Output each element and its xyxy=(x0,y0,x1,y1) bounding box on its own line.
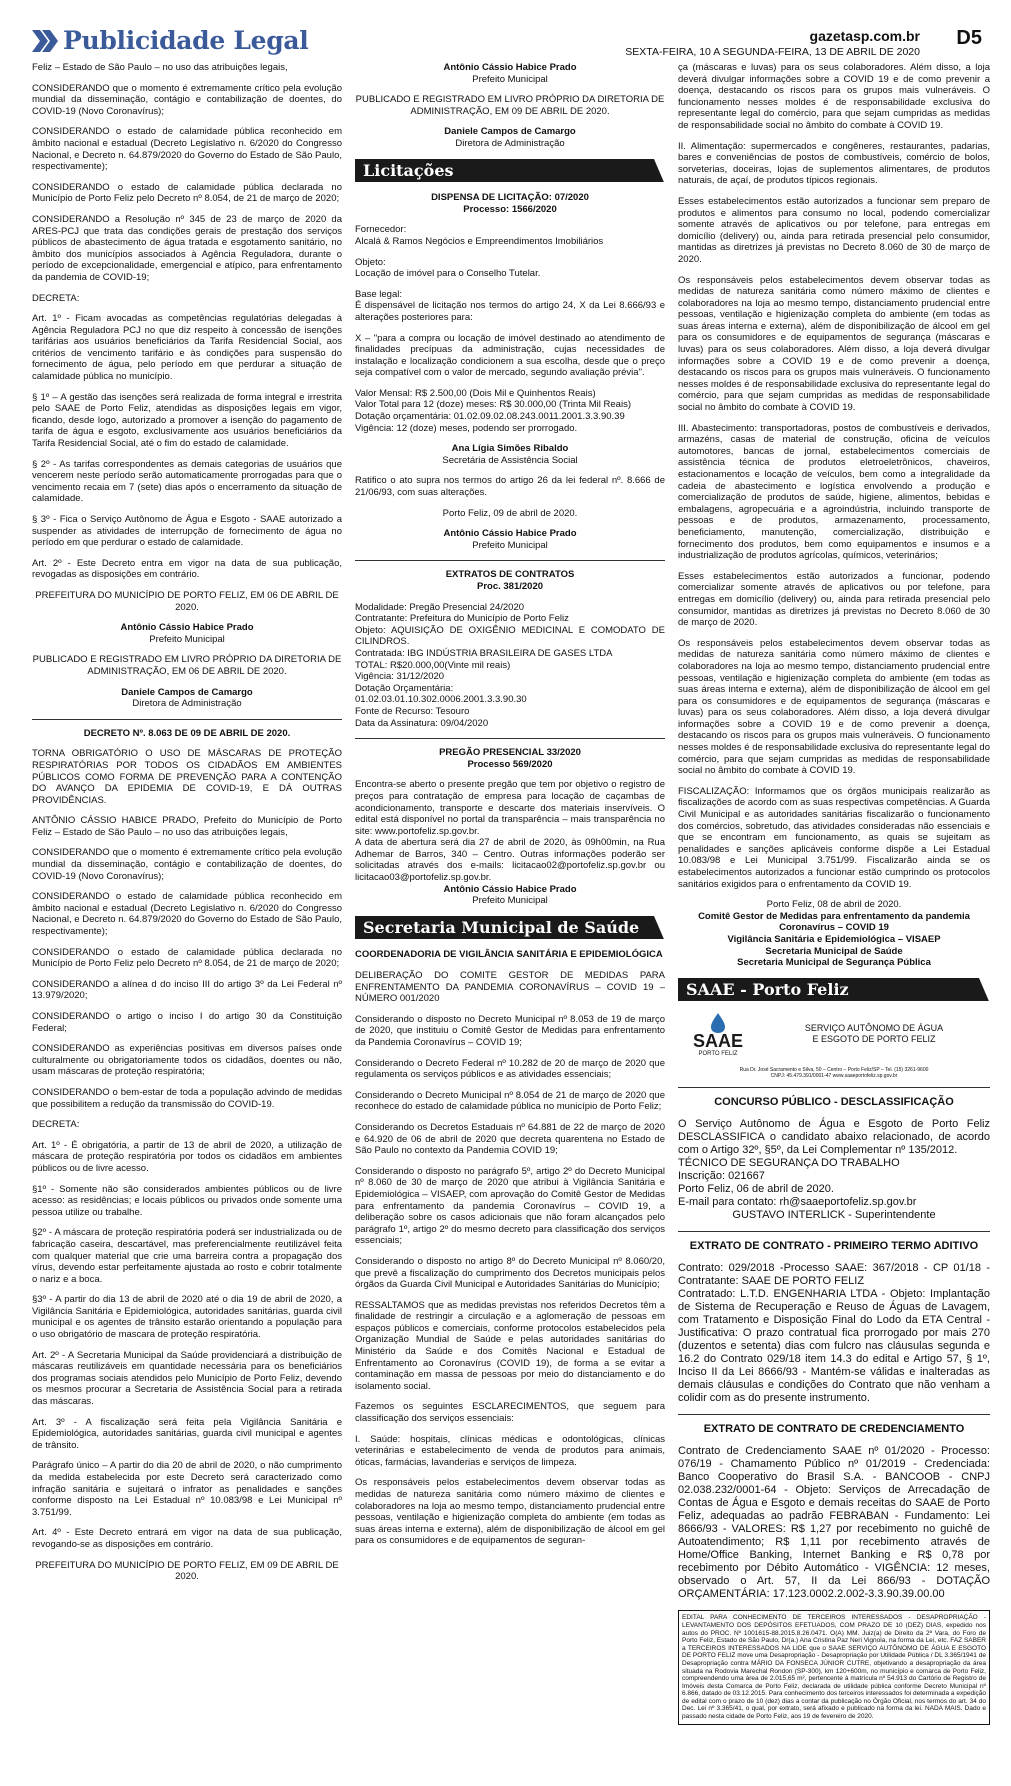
paragraph: GUSTAVO INTERLICK - Superintendente xyxy=(732,1209,936,1222)
paragraph: Porto Feliz, 09 de abril de 2020. xyxy=(442,507,578,519)
paragraph: TOTAL: R$20.000,00(Vinte mil reais) xyxy=(355,659,511,671)
paragraph: TÉCNICO DE SEGURANÇA DO TRABALHO xyxy=(678,1157,900,1170)
paragraph: CONSIDERANDO a Resolução nº 345 de 23 de março de 2020 da ARES-PCJ que trata das condições gerais de prestação dos serviços públicos de abastecimento de água tratada e esgotamento sanitário, no âmbito dos municípios associados à Agência Reguladora, durante o período de excepcionalidade, emergencial e atípico, para enfrentamento da pandemia de COVID-19; xyxy=(32,213,342,283)
page-header xyxy=(32,26,982,62)
logo-text: SAAE xyxy=(692,1031,744,1052)
paragraph: Modalidade: Pregão Presencial 24/2020 xyxy=(355,601,525,613)
paragraph: E-mail para contato: rh@saaeportofeliz.sp.gov.br xyxy=(678,1196,917,1209)
divider xyxy=(355,560,665,561)
paragraph: Locação de imóvel para o Conselho Tutelar. xyxy=(355,268,541,280)
signature xyxy=(355,528,665,551)
paragraph: Dotação Orçamentária: xyxy=(355,682,454,694)
paragraph: Data da Assinatura: 09/04/2020 xyxy=(355,717,489,729)
edital-box: EDITAL PARA CONHECIMENTO DE TERCEIROS INTERESSADOS - DESAPROPRIAÇÃO - LEVANTAMENTO DOS DEPÓSITOS EFETUADOS, COM PRAZO DE 10 (DEZ) DIAS, expedido nos autos do PROC. Nº 1001615-88.2015.8.26.0471. O(A) MM. Juiz(a) de Direito da 2ª Vara, do Foro de Porto Feliz, Estado de São Paulo, Dr(a.) Ana Cristina Paz Neri Vignola, na forma da Lei, etc. FAZ SABER a TERCEIROS INTERESSADOS NA LIDE que o SAAE SERVIÇO AUTÔNOMO DE ÁGUA E ESGOTO DE PORTO FELIZ move uma Desapropriação - Desapropriação por Utilidade Pública / DL 3.365/1941 de Desapropriação contra MÁRIO DA FONSECA JÚNIOR CUTRE, objetivando a desapropriação da área situada na Rodovia Marechal Rondon (SP-300), km 120+600m, no município e comarca de Porto Feliz, compreendendo uma área de 2.015,65 m², pertencente à matrícula nº 54.913 do Cartório de Registro de Imóveis desta Comarca de Porto Feliz, declarada de utilidade pública conforme Decreto Municipal nº 6.866, datado de 03.12.2015. Para conhecimento dos terceiros interessados foi determinada a expedição de edital com o prazo de 10 (dez) dias a contar da publicação no Órgão Oficial, nos termos do art. 34 do Dec. Lei nº 3.365/41, o qual, por extrato, será afixado e publicado na forma da lei. NADA MAIS. Dado e passado nesta cidade de Porto Feliz, aos 19 de fevereiro de 2020. xyxy=(678,1610,990,1724)
paragraph: Os responsáveis pelos estabelecimentos devem observar todas as medidas de natureza sanitária como número máximo de clientes e colaboradores na loja ao mesmo tempo, distanciamento prudencial entre pessoas, ventilação e higienização completa do ambiente (em todas as suas áreas interna e externa), além de disponibilização de álcool em gel para os consumidores e de equipamentos de segurança (máscaras e luvas) para os seus colaboradores. Além disso, a loja deverá divulgar informações sobre a COVID 19 e de como prevenir a doença, destacando os riscos para os grupos mais vulneráveis. O funcionamento nesses moldes é de responsabilidade exclusiva do representante legal do comércio, para que sejam cumpridas as medidas de responsabilidade social no âmbito do combate à COVID 19. xyxy=(678,274,990,414)
saae-name xyxy=(758,1023,990,1045)
paragraph: Os responsáveis pelos estabelecimentos devem observar todas as medidas de natureza sanitária como número máximo de clientes e colaboradores na loja ao mesmo tempo, distanciamento prudencial entre pessoas, ventilação e higienização completa do ambiente (em todas as suas áreas interna e externa), além de disponibilização de álcool em gel para os consumidores e de equipamentos de seguran- xyxy=(355,1477,665,1547)
paragraph: RESSALTAMOS que as medidas previstas nos referidos Decretos têm a finalidade de restringir a circulação e a aglomeração de pessoas em espaços públicos e comerciais, conforme protocolos estabelecidos pela Organização Mundial de Saúde e pelas autoridades sanitárias do Ministério da Saúde e dos Comitês Nacional e Estadual de Enfrentamento ao Coronavírus (COVID 19), de forma a se evitar a contaminação em massa de pessoas por meio do distanciamento e do isolamento social. xyxy=(355,1299,665,1392)
paragraph: CONSIDERANDO que o momento é extremamente crítico pela evolução mundial da disseminação, contágio e contabilização de doentes, do COVID-19 (Novo Coronavírus); xyxy=(32,82,342,117)
paragraph: A data de abertura será dia 27 de abril de 2020, às 09h00min, na Rua Adhemar de Barros, 340 – Centro. Outras informações poderão ser solicitadas através dos e-mails: licitacao02@portofeliz.sp.gov.br ou licitacao03@portofeliz.sp.gov.br. xyxy=(355,837,665,884)
paragraph: Comitê Gestor de Medidas para enfrentamento da pandemia Coronavírus – COVID 19 xyxy=(698,910,970,934)
signature xyxy=(32,687,342,710)
page-number: D5 xyxy=(956,27,982,49)
paragraph: Considerando o Decreto Federal nº 10.282 de 20 de março de 2020 que regulamenta os serviços públicos e as atividades essenciais; xyxy=(355,1057,665,1081)
saae-logo-icon xyxy=(678,1011,758,1057)
paragraph: O Serviço Autônomo de Água e Esgoto de Porto Feliz DESCLASSIFICA o candidato abaixo relacionado, de acordo com o Artigo 32º, §5º, da Lei Complementar nº 135/2012. xyxy=(678,1118,990,1157)
paragraph: Objeto: AQUISIÇÃO DE OXIGÊNIO MEDICINAL E COMODATO DE CILINDROS. xyxy=(355,624,665,648)
paragraph: §2º - A máscara de proteção respiratória poderá ser industrializada ou de fabricação caseira, descartável, mas preferencialmente reutilizável feita com qualquer material que crie uma barreira contra a propagação dos vírus, devendo estar perfeitamente ajustada ao rosto e cobrir totalmente o nariz e a boca. xyxy=(32,1227,342,1285)
paragraph: Inscrição: 021667 xyxy=(678,1170,765,1183)
paragraph: DELIBERAÇÃO DO COMITE GESTOR DE MEDIDAS PARA ENFRENTAMENTO DA PANDEMIA CORONAVÍRUS – COVID 19 – NÚMERO 001/2020 xyxy=(355,970,665,1005)
paragraph: Contratado: L.T.D. ENGENHARIA LTDA - Objeto: Implantação de Sistema de Recuperação e Reuso de Águas de Lavagem, com Tratamento e Disposição Final do Lodo da ETA Central - Justificativa: O prazo contratual fica prorrogado por mais 270 (duzentos e setenta) dias com fulcro nas cláusulas segunda e 16.2 do Contrato 029/18 item 14.3 do edital e Artigo 57, § 1º, Inciso II da Lei 8666/93 - Mantém-se válidas e inalteradas as demais cláusulas e condições do Contrato que não venham a colidir com as do presente instrumento. xyxy=(678,1288,990,1405)
divider xyxy=(678,1087,990,1088)
divider xyxy=(32,719,342,720)
paragraph: Ratifico o ato supra nos termos do artigo 26 da lei federal nº. 8.666 de 21/06/93, com suas alterações. xyxy=(355,475,665,499)
paragraph: PUBLICADO E REGISTRADO EM LIVRO PRÓPRIO DA DIRETORIA DE ADMINISTRAÇÃO, EM 06 DE ABRIL DE 2020. xyxy=(32,654,342,677)
paragraph: Base legal: xyxy=(355,288,403,300)
signature xyxy=(355,884,665,907)
paragraph: ça (máscaras e luvas) para os seus colaboradores. Além disso, a loja deverá divulgar informações sobre a COVID 19 e de como prevenir a doença, destacando os riscos para os grupos mais vulneráveis. O funcionamento nesses moldes é de responsabilidade exclusiva do representante legal do comércio, para que sejam cumpridas as medidas de responsabilidade social no âmbito do combate à COVID 19. xyxy=(678,62,990,131)
saae-name-line: E ESGOTO DE PORTO FELIZ xyxy=(812,1034,936,1045)
paragraph: PREFEITURA DO MUNICÍPIO DE PORTO FELIZ, EM 06 DE ABRIL DE 2020. xyxy=(35,589,339,613)
paragraph: CONSIDERANDO o estado de calamidade pública declarada no Município de Porto Feliz pelo Decreto nº 8.054, de 21 de março de 2020; xyxy=(32,946,342,970)
paragraph: Vigilância Sanitária e Epidemiológica – VISAEP xyxy=(727,933,941,945)
paragraph: Objeto: xyxy=(355,256,386,268)
paragraph: CONSIDERANDO o bem-estar de toda a população advindo de medidas que possibilitem a redução da transmissão do COVID-19. xyxy=(32,1086,342,1110)
paragraph: CONSIDERANDO o estado de calamidade pública reconhecido em âmbito nacional e estadual (Decreto Legislativo n. 6/2020 do Congresso Nacional, e Decreto n. 64.879/2020 do Governo do Estado de São Paulo, respectivamente); xyxy=(32,891,342,938)
signer-name: Daniele Campos de Camargo xyxy=(444,126,576,138)
divider xyxy=(678,1231,990,1232)
section-header-licitacoes: Licitações xyxy=(355,159,665,183)
paragraph: § 1º – A gestão das isenções será realizada de forma integral e irrestrita pelo SAAE de Porto Feliz, atendidas as disposições legais em vigor, ficando, desde logo, autorizado a promover a isenção do pagamento de tarifa de água e esgoto, exclusivamente aos usuários beneficiários da Tarifa Residencial Social, até o fim do estado de calamidade. xyxy=(32,391,342,450)
heading: Processo: 1566/2020 xyxy=(463,203,557,215)
issue-date: SEXTA-FEIRA, 10 A SEGUNDA-FEIRA, 13 DE ABRIL DE 2020 xyxy=(625,46,920,58)
paragraph: Art. 2º - A Secretaria Municipal da Saúde providenciará a distribuição de máscaras reutilizáveis em quantidade necessária para os beneficiários dos programas sociais atendidos pelo Município de Porto Feliz, devendo os mesmos procurar a Secretaria de Assistência Social para a retirada das máscaras. xyxy=(32,1349,342,1408)
signature xyxy=(32,622,342,645)
paragraph: Os responsáveis pelos estabelecimentos devem observar todas as medidas de natureza sanitária como número máximo de clientes e colaboradores na loja ao mesmo tempo, distanciamento prudencial entre pessoas, ventilação e higienização completa do ambiente (em todas as suas áreas interna e externa), além de disponibilização de álcool em gel para os consumidores e de equipamentos de segurança (máscaras e luvas) para os seus colaboradores. Além disso, a loja deverá divulgar informações sobre a COVID 19 e de como prevenir a doença, destacando os riscos para os grupos mais vulneráveis. O funcionamento nesses moldes é de responsabilidade exclusiva do representante legal do comércio, para que sejam cumpridas as medidas de responsabilidade social no âmbito do combate à COVID 19. xyxy=(678,637,990,777)
paragraph: III. Abastecimento: transportadoras, postos de combustíveis e derivados, armazéns, casas de material de construção, oficina de veículos automotores, bancas de jornal, estabelecimentos comerciais de assistência técnica de produtos eletroeletrônicos, chaveiros, estacionamentos e locação de veículos, bem como a integralidade da cadeia de abastecimento e logística envolvendo a produção e comercialização de produtos de saúde, higiene, alimentos, bebidas e embalagens, agropecuária e a agroindústria, incluindo transporte de pessoas e de produtos, armazenamento, processamento, beneficiamento, manutenção, comercialização, distribuição e fornecimento dos produtos, bem como equipamentos e insumos e a industrialização de produtos agrícolas, químicos, veterinários; xyxy=(678,422,990,562)
signer-name: Antônio Cássio Habice Prado xyxy=(443,62,577,73)
paragraph: Considerando o disposto no artigo 8º do Decreto Municipal nº 8.060/20, que prevê a fiscalização do cumprimento dos Decretos municipais pelos órgãos da Guarda Civil Municipal e Autoridades Sanitárias do Município; xyxy=(355,1255,665,1291)
paragraph: Fornecedor: xyxy=(355,224,407,236)
heading: EXTRATOS DE CONTRATOS xyxy=(445,569,575,581)
paragraph: Alcalá & Ramos Negócios e Empreendimentos Imobiliários xyxy=(355,235,604,247)
paragraph: Valor Total para 12 (doze) meses: R$ 30.000,00 (Trinta Mil Reais) xyxy=(355,399,631,411)
saae-cnpj: CNPJ: 45.479.391/0001-47 www.saaeportofeliz.sp.gov.br xyxy=(770,1073,898,1080)
signer-name: Daniele Campos de Camargo xyxy=(121,686,253,698)
paragraph: II. Alimentação: supermercados e congêneres, restaurantes, padarias, bares e conveniências de postos de combustíveis, comércio de bolos, sorveterias, doceiras, lojas de suplementos alimentares, de produtos naturais, de açaí, de produtos típicos regionais. xyxy=(678,140,990,187)
section-title: Publicidade Legal xyxy=(63,26,309,55)
paragraph: Considerando o Decreto Municipal nº 8.054 de 21 de março de 2020 que reconhece do estado de calamidade pública no município de Porto Feliz; xyxy=(355,1089,665,1113)
paragraph: Parágrafo único – A partir do dia 20 de abril de 2020, o não cumprimento da medida estabelecida por este Decreto será caracterizado como infração sanitária e sujeitará o infrator as penalidades e sanções conforme disposto na Lei Estadual nº 10.083/98 e Lei Municipal nº 3.751/99. xyxy=(32,1460,342,1518)
paragraph: Porto Feliz, 08 de abril de 2020. xyxy=(766,899,902,911)
paragraph: CONSIDERANDO que o momento é extremamente crítico pela evolução mundial da disseminação, contágio e contabilização de doentes, do COVID-19 (Novo Coronavírus); xyxy=(32,847,342,882)
paragraph: 01.02.03.01.10.302.0006.2001.3.3.90.30 xyxy=(355,694,527,706)
paragraph: CONSIDERANDO o artigo o inciso I do artigo 30 da Constituição Federal; xyxy=(32,1011,342,1034)
paragraph: Secretaria Municipal de Saúde xyxy=(765,945,903,957)
paragraph: Fonte de Recurso: Tesouro xyxy=(355,705,470,717)
paragraph: Fazemos os seguintes ESCLARECIMENTOS, que seguem para classificação dos serviços essenciais: xyxy=(355,1401,665,1425)
paragraph: ANTÔNIO CÁSSIO HABICE PRADO, Prefeito do Município de Porto Feliz – Estado de São Paulo – no uso das atribuições legais, xyxy=(32,815,342,838)
decree-title: DECRETO Nº. 8.063 DE 09 DE ABRIL DE 2020. xyxy=(83,727,291,739)
paragraph: PUBLICADO E REGISTRADO EM LIVRO PRÓPRIO DA DIRETORIA DE ADMINISTRAÇÃO, EM 09 DE ABRIL DE 2020. xyxy=(355,94,665,117)
paragraph: Esses estabelecimentos estão autorizados a funcionar sem preparo de produtos e alimentos para consumo no local, podendo comercializar somente através de aplicativos ou por telefone, para entregas em domicílio (delivery) ou, ainda para retirada presencial pelo consumidor, mantidas as diretrizes já previstas no Decreto 8.060 de 30 de março de 2020. xyxy=(678,195,990,265)
section-header-saude: Secretaria Municipal de Saúde xyxy=(355,916,665,940)
paragraph: DECRETA: xyxy=(32,292,80,304)
signature xyxy=(355,443,665,466)
heading: EXTRATO DE CONTRATO - PRIMEIRO TERMO ADITIVO xyxy=(689,1240,979,1253)
section-header-saae: SAAE - Porto Feliz xyxy=(678,978,990,1002)
heading: DISPENSA DE LICITAÇÃO: 07/2020 xyxy=(431,192,589,204)
paragraph: CONSIDERANDO as experiências positivas em diversos países onde culturalmente ou obrigatoriamente todos os cidadãos, doentes ou não, usam máscaras de proteção respiratória; xyxy=(32,1043,342,1078)
paragraph: CONSIDERANDO o estado de calamidade pública reconhecido em âmbito nacional e estadual (Decreto Legislativo n. 6/2020 do Congresso Nacional, e Decreto n. 64.879/2020 do Governo do Estado de São Paulo, respectivamente); xyxy=(32,126,342,173)
heading: PREGÃO PRESENCIAL 33/2020 xyxy=(439,747,581,759)
paragraph: CONSIDERANDO a alínea d do inciso III do artigo 3º da Lei Federal nº 13.979/2020; xyxy=(32,978,342,1002)
paragraph: Art. 3º - A fiscalização será feita pela Vigilância Sanitária e Epidemiológica, autoridades sanitárias, guarda civil municipal e agentes de trânsito. xyxy=(32,1416,342,1451)
paragraph: Art. 4º - Este Decreto entrará em vigor na data de sua publicação, revogando-se as disposições em contrário. xyxy=(32,1527,342,1550)
paragraph: § 2º - As tarifas correspondentes as demais categorias de usuários que vencerem neste período serão automaticamente prorrogadas para que o vencimento recaia em 7 (sete) dias após o encerramento da situação de calamidade. xyxy=(32,458,342,505)
paragraph: PREFEITURA DO MUNICÍPIO DE PORTO FELIZ, EM 09 DE ABRIL DE 2020. xyxy=(35,1559,339,1583)
column-3 xyxy=(678,62,990,1766)
column-1 xyxy=(32,62,342,1766)
signer-name: Ana Lígia Simões Ribaldo xyxy=(451,443,569,455)
paragraph: §3º - A partir do dia 13 de abril de 2020 até o dia 19 de abril de 2020, a Vigilância Sanitária e Epidemiológica, autoridades sanitárias, guarda civil municipal e os agentes de trânsito estarão orientando a população para o uso obrigatório de mascara de proteção respiratória. xyxy=(32,1294,342,1341)
paragraph: X – "para a compra ou locação de imóvel destinado ao atendimento de finalidades precípuas da administração, cujas necessidades de instalação e localização condicionem a sua escolha, desde que o preço seja compatível com o valor de mercado, segundo avaliação prévia". xyxy=(355,332,665,379)
double-chevron-icon xyxy=(32,30,46,52)
signer-title: Prefeito Municipal xyxy=(472,539,548,551)
signer-title: Diretora de Administração xyxy=(132,698,242,710)
paragraph: Considerando o disposto no parágrafo 5º, artigo 2º do Decreto Municipal nº 8.060 de 30 de março de 2020 que atribui à Vigilância Sanitária e Epidemiológica – VISAEP, com aprovação do Comitê Gestor de Medidas para enfrentamento da pandemia Coronavírus – COVID 19, a deliberação sobre os casos adicionais que não foram alcançados pelo parágrafo 1º, artigo 2º do mesmo decreto para classificação dos serviços essenciais; xyxy=(355,1165,665,1247)
paragraph: Contratada: IBG INDÚSTRIA BRASILEIRA DE GASES LTDA xyxy=(355,647,613,659)
paragraph: Vigência: 12 (doze) meses, podendo ser prorrogado. xyxy=(355,422,578,434)
signer-title: Secretária de Assistência Social xyxy=(442,454,578,466)
signer-title: Prefeito Municipal xyxy=(149,633,225,645)
saae-name-line: SERVIÇO AUTÔNOMO DE ÁGUA xyxy=(804,1023,944,1034)
signer-name: Antônio Cássio Habice Prado xyxy=(443,528,577,540)
paragraph: §1º - Somente não são considerados ambientes públicos ou de livre acesso: as residências; e locais públicos ou privados onde somente uma pessoa utilize ou trabalhe. xyxy=(32,1183,342,1218)
paragraph: Feliz – Estado de São Paulo – no uso das atribuições legais, xyxy=(32,62,288,73)
signature xyxy=(355,126,665,149)
signer-name: Antônio Cássio Habice Prado xyxy=(120,622,254,634)
paragraph: CONSIDERANDO o estado de calamidade pública declarada no Município de Porto Feliz pelo Decreto nº 8.054, de 21 de março de 2020; xyxy=(32,181,342,205)
paragraph: Vigência: 31/12/2020 xyxy=(355,671,445,683)
divider xyxy=(678,1414,990,1415)
paragraph: Encontra-se aberto o presente pregão que tem por objetivo o registro de preços para contratação de empresa para locação de caçambas de acondicionamento, transporte e descarte dos materiais inservíveis. O edital está disponível no portal da transparência – mais transparência no site: www.portofeliz.sp.gov.br. xyxy=(355,779,665,837)
saae-address: Rua Dr. José Sacramento e Silva, 50 – Centro – Porto Feliz/SP – Tel. (15) 3261-9600 xyxy=(739,1067,929,1074)
paragraph: Porto Feliz, 06 de abril de 2020. xyxy=(678,1183,834,1196)
column-2 xyxy=(355,62,665,1766)
heading: COORDENADORIA DE VIGILÂNCIA SANITÁRIA E EPIDEMIOLÓGICA xyxy=(355,949,663,961)
saae-logo-block xyxy=(678,1011,990,1057)
paragraph: Secretaria Municipal de Segurança Pública xyxy=(737,957,931,969)
decree-ementa: TORNA OBRIGATÓRIO O USO DE MÁSCARAS DE PROTEÇÃO RESPIRATÓRIAS POR TODOS OS CIDADÃOS EM AMBIENTES PÚBLICOS COMO FORMA DE PREVENÇÃO PARA A CONTENÇÃO DO AVANÇO DA EPIDEMIA DE COVID-19, E DÁ OUTRAS PROVIDÊNCIAS. xyxy=(32,748,342,806)
signer-title: Prefeito Municipal xyxy=(472,895,548,907)
paragraph: Dotação orçamentária: 01.02.09.02.08.243.0011.2001.3.3.90.39 xyxy=(355,411,625,423)
paragraph: Contratante: Prefeitura do Município de Porto Feliz xyxy=(355,613,569,625)
paragraph: § 3º - Fica o Serviço Autônomo de Água e Esgoto - SAAE autorizado a suspender as atividades de interrupção de fornecimento de água no período em que perdurar o estado de calamidade. xyxy=(32,514,342,549)
signature xyxy=(355,62,665,85)
logo-subtext: PORTO FELIZ xyxy=(698,1051,738,1058)
paragraph: Art. 2º - Este Decreto entra em vigor na data de sua publicação, revogadas as disposições em contrário. xyxy=(32,557,342,581)
paragraph: É dispensável de licitação nos termos do artigo 24, X da Lei 8.666/93 e alterações posteriores para: xyxy=(355,300,665,323)
heading: EXTRATO DE CONTRATO DE CREDENCIAMENTO xyxy=(703,1423,965,1436)
site-url: gazetasp.com.br xyxy=(809,28,920,44)
heading: Proc. 381/2020 xyxy=(476,581,544,592)
heading: CONCURSO PÚBLICO - DESCLASSIFICAÇÃO xyxy=(714,1096,954,1109)
paragraph: I. Saúde: hospitais, clínicas médicas e odontológicas, clínicas veterinárias e estabelecimento de venda de produtos para animais, óticas, farmácias, lavanderias e serviços de limpeza. xyxy=(355,1433,665,1468)
heading: Processo 569/2020 xyxy=(467,758,553,770)
paragraph: Art. 1º - Ficam avocadas as competências regulatórias delegadas à Agência Reguladora PCJ no que diz respeito à concessão de isenções tarifárias aos usuários beneficiários da Tarifa Residencial Social, aos critérios de vencimento tarifário e às condições para suspensão do fornecimento de água, pelo período em que perdurar a situação de calamidade pública no município. xyxy=(32,313,342,383)
section-brand xyxy=(32,26,309,55)
paragraph: Considerando os Decretos Estaduais nº 64.881 de 22 de março de 2020 e 64.920 de 06 de abril de 2020 que decreta quarentena no Estado de São Paulo no contexto da Pandemia COVID 19; xyxy=(355,1121,665,1157)
paragraph: Esses estabelecimentos estão autorizados a funcionar, podendo comercializar somente através de aplicativos ou por telefone, para entregas em domicílio (delivery) ou, ainda para retirada presencial pelo consumidor, mantidas as diretrizes já previstas no Decreto 8.060 de 30 de março de 2020. xyxy=(678,570,990,629)
paragraph: Contrato: 029/2018 -Processo SAAE: 367/2018 - CP 01/18 - Contratante: SAAE DE PORTO FELIZ xyxy=(678,1262,990,1288)
signer-title: Prefeito Municipal xyxy=(472,73,548,85)
signer-name: Antônio Cássio Habice Prado xyxy=(443,883,577,895)
paragraph: Considerando o disposto no Decreto Municipal nº 8.053 de 19 de março de 2020, que instituiu o Comitê Gestor de Medidas para enfrentamento da Pandemia Coronavírus – COVID 19; xyxy=(355,1013,665,1048)
paragraph: FISCALIZAÇÃO: Informamos que os órgãos municipais realizarão as fiscalizações de acordo com as suas respectivas competências. A Guarda Civil Municipal e as autoridades sanitárias fiscalizarão o funcionamento dos comércios, sobretudo, das atividades consideradas não essenciais e que se encontram em funcionamento, as quais se sujeitam as penalidades e sanções aplicáveis conforme dispõe a Lei Estadual 10.083/98 e Lei Municipal 3.751/99. Fiscalizarão ainda se os estabelecimentos autorizados a funcionar estão cumprindo os protocolos sanitários exigidos para o enfrentamento da COVID 19. xyxy=(678,785,990,890)
divider xyxy=(355,738,665,739)
paragraph: Art. 1º - É obrigatória, a partir de 13 de abril de 2020, a utilização de máscara de proteção respiratória por todos os cidadãos em ambientes públicos ou de livre acesso. xyxy=(32,1139,342,1174)
paragraph: Contrato de Credenciamento SAAE nº 01/2020 - Processo: 076/19 - Chamamento Público nº 01/2019 - Credenciada: Banco Cooperativo do Brasil S.A. - BANCOOB - CNPJ 02.038.232/0001-64 - Objeto: Serviços de Arrecadação de Contas de Água e Esgoto e demais receitas do SAAE de Porto Feliz, adequadas ao padrão FEBRABAN - Fundamento: Lei 8666/93 - VALORES: R$ 1,27 por recebimento no guichê de Autoatendimento; R$ 1,11 por recebimento através de Home/Office Banking, Internet Banking e R$ 0,78 por recebimento por Débito Automático - VIGÊNCIA: 12 meses, observado o Art. 57, II da Lei 866/93 - DOTAÇÃO ORÇAMENTÁRIA: 17.123.0002.2.002-3.3.90.39.00.00 xyxy=(678,1445,990,1601)
paragraph: DECRETA: xyxy=(32,1119,80,1131)
paragraph: Valor Mensal: R$ 2.500,00 (Dois Mil e Quinhentos Reais) xyxy=(355,387,596,399)
signer-title: Diretora de Administração xyxy=(455,137,565,149)
